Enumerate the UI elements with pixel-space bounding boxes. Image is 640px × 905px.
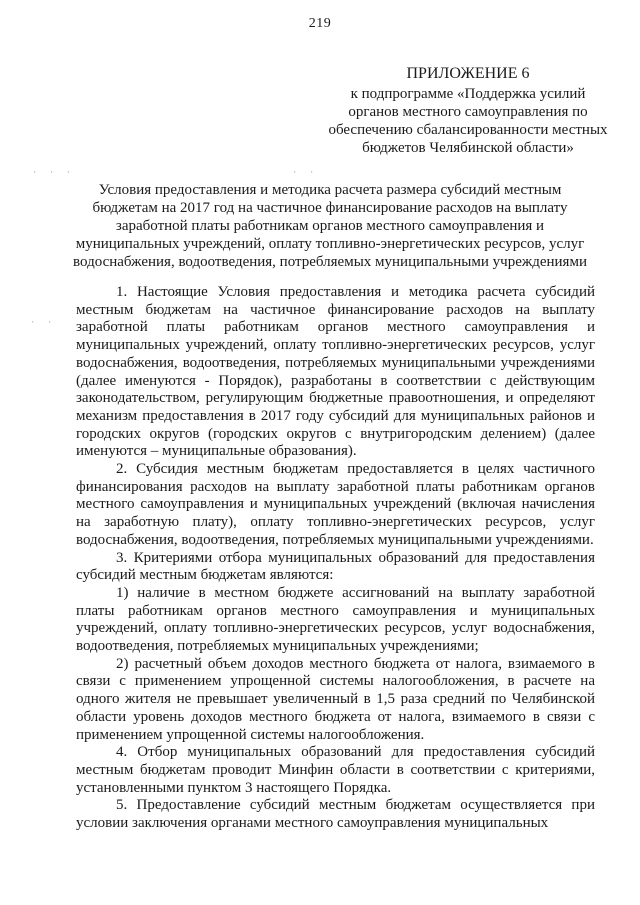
document-heading	[70, 181, 590, 271]
paragraph-3-item-1: 1) наличие в местном бюджете ассигнований на выплату заработной платы работникам органов местного самоуправления и муниципальных учреждений, оплату топливно-энергетических ресурсов, услуг водоснабжения, водоотведения, потребляемых муниципальных учреждениями;	[76, 584, 595, 655]
heading-line: водоснабжения, водоотведения, потребляемых муниципальными учреждениями	[73, 254, 587, 270]
paragraph-3-item-2: 2) расчетный объем доходов местного бюджета от налога, взимаемого в связи с применением упрощенной системы налогообложения, в расчете на одного жителя не превышает увеличенный в 1,5 раза средний по Челябинской области уровень доходов местного бюджета от налога, взимаемого в связи с применением упрощенной системы налогообложения.	[76, 655, 595, 743]
appendix-block	[318, 65, 618, 157]
page-number: 219	[308, 16, 332, 31]
appendix-line: бюджетов Челябинской области»	[362, 140, 574, 156]
appendix-line: обеспечению сбалансированности местных	[328, 122, 608, 138]
heading-line: муниципальных учреждений, оплату топливно-энергетических ресурсов, услуг	[75, 236, 585, 252]
appendix-title: ПРИЛОЖЕНИЕ 6	[406, 65, 530, 82]
appendix-line: органов местного самоуправления по	[348, 104, 588, 120]
document-body	[76, 284, 595, 833]
scan-artifact: · ·	[292, 168, 318, 178]
heading-line: заработной платы работникам органов местного самоуправления и	[115, 218, 545, 234]
paragraph-1: 1. Настоящие Условия предоставления и методика расчета субсидий местным бюджетам на частичное финансирование расходов на выплату заработной платы работникам органов местного самоуправления и муниципальных учреждений, оплату топливно-энергетических ресурсов, услуг водоснабжения, водоотведения, потребляемых муниципальными учреждениями (далее именуются - Порядок), разработаны в соответствии с действующим законодательством, регулирующим бюджетные правоотношения, и определяют механизм предоставления в 2017 году субсидий для муниципальных районов и городских округов (городских округов с внутригородским делением) (далее именуются – муниципальные образования).	[76, 284, 595, 460]
paragraph-2: 2. Субсидия местным бюджетам предоставляется в целях частичного финансирования расходов на выплату заработной платы работникам органов местного самоуправления и муниципальных учреждений (включая начисления на заработную плату), оплату топливно-энергетических ресурсов, услуг водоснабжения, водоотведения, потребляемых муниципальными учреждениями.	[76, 461, 595, 548]
scan-artifact: · ·	[30, 318, 56, 328]
appendix-line: к подпрограмме «Поддержка усилий	[350, 86, 586, 102]
paragraph-5: 5. Предоставление субсидий местным бюджетам осуществляется при условии заключения органами местного самоуправления муниципальных	[76, 797, 595, 832]
paragraph-4: 4. Отбор муниципальных образований для предоставления субсидий местным бюджетам проводит Минфин области в соответствии с критериями, установленными пунктом 3 настоящего Порядка.	[76, 744, 595, 796]
heading-line: бюджетам на 2017 год на частичное финансирование расходов на выплату	[92, 200, 568, 216]
paragraph-3: 3. Критериями отбора муниципальных образований для предоставления субсидий местным бюджетам являются:	[76, 549, 595, 584]
scan-artifact: · · ·	[32, 168, 75, 178]
heading-line: Условия предоставления и методика расчета размера субсидий местным	[98, 182, 562, 198]
